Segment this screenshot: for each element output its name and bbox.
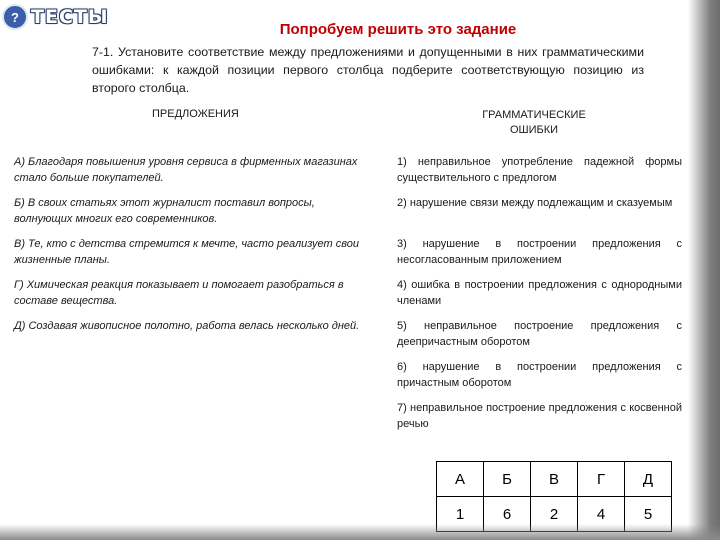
- error-2: 2) нарушение связи между подлежащим и сказуемым: [397, 197, 673, 209]
- logo-mark-icon: ?: [2, 4, 28, 30]
- answer-number-cell: 4: [578, 497, 625, 532]
- error-4: 4) ошибка в построении предложения с однородными членами: [397, 279, 682, 307]
- sentence-a: А) Благодаря повышения уровня сервиса в фирменных магазинах стало больше покупателей.: [14, 156, 358, 184]
- answer-letter-cell: А: [437, 462, 484, 497]
- error-5: 5) неправильное построение предложения с деепричастным оборотом: [397, 320, 682, 348]
- error-3: 3) нарушение в построении предложения с несогласованным приложением: [397, 238, 682, 266]
- answer-table: [436, 461, 672, 532]
- answer-letter-cell: Г: [578, 462, 625, 497]
- answer-letter-cell: Б: [484, 462, 531, 497]
- slide-title: Попробуем решить это задание: [279, 21, 517, 38]
- sentence-d: Г) Химическая реакция показывает и помогает разобраться в составе вещества.: [14, 279, 344, 307]
- error-7: 7) неправильное построение предложения с косвенной речью: [397, 402, 682, 430]
- task-text: 7-1. Установите соответствие между предложениями и допущенными в них грамматическими ошибками: к каждой позиции первого столбца подберите соответствующую позицию из второго столбца.: [92, 45, 644, 95]
- answer-number-cell: 6: [484, 497, 531, 532]
- page-edge-shadow-right: [688, 0, 720, 540]
- answer-number-cell: 5: [625, 497, 672, 532]
- sentence-c: В) Те, кто с детства стремится к мечте, часто реализует свои жизненные планы.: [14, 238, 359, 266]
- answer-letters-row: [437, 462, 672, 497]
- sentences-header: ПРЕДЛОЖЕНИЯ: [152, 108, 239, 120]
- answer-number-cell: 1: [437, 497, 484, 532]
- logo: [2, 2, 114, 32]
- answer-number-cell: 2: [531, 497, 578, 532]
- logo-text: ТЕСТЫ: [31, 6, 109, 28]
- error-6: 6) нарушение в построении предложения с причастным оборотом: [397, 361, 682, 389]
- sentence-e: Д) Создавая живописное полотно, работа велась несколько дней.: [14, 320, 360, 332]
- answer-letter-cell: В: [531, 462, 578, 497]
- page-edge-shadow-bottom: [0, 524, 720, 540]
- answer-letter-cell: Д: [625, 462, 672, 497]
- error-1: 1) неправильное употребление падежной формы существительного с предлогом: [397, 156, 682, 184]
- sentence-b: Б) В своих статьях этот журналист поставил вопросы, волнующих многих его современников.: [14, 197, 315, 225]
- errors-header: ГРАММАТИЧЕСКИЕ ОШИБКИ: [482, 109, 586, 136]
